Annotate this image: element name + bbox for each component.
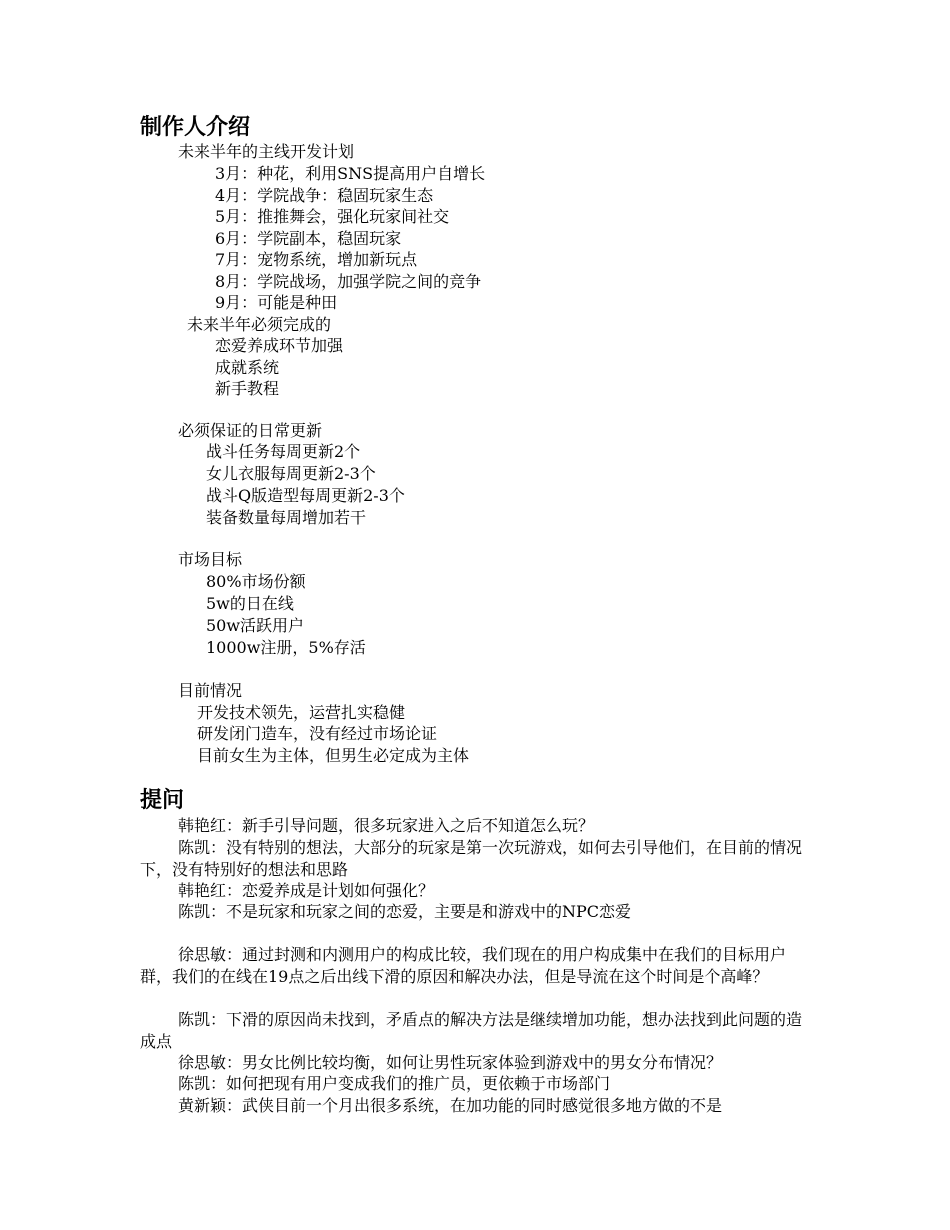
qa-entry: 陈凯：没有特别的想法，大部分的玩家是第一次玩游戏，如何去引导他们，在目前的情况下，没有特别好的想法和思路	[140, 838, 803, 879]
market-item: 5w的日在线	[206, 594, 294, 613]
status-heading: 目前情况	[178, 681, 243, 700]
daily-item: 战斗任务每周更新2个	[206, 442, 361, 461]
section-title-qa: 提问	[140, 788, 185, 813]
plan-item: 5月：推推舞会，强化玩家间社交	[215, 207, 450, 226]
market-item: 50w活跃用户	[206, 616, 305, 635]
market-item: 1000w注册，5%存活	[206, 638, 366, 657]
status-item: 目前女生为主体，但男生必定成为主体	[197, 746, 470, 765]
qa-entry: 徐思敏：通过封测和内测用户的构成比较，我们现在的用户构成集中在我们的目标用户群，我们的在线在19点之后出线下滑的原因和解决办法，但是导流在这个时间是个高峰？	[140, 945, 787, 986]
must-item: 成就系统	[215, 358, 280, 377]
plan-item: 9月：可能是种田	[215, 293, 338, 312]
plan-item: 7月：宠物系统，增加新玩点	[215, 250, 418, 269]
qa-entry: 韩艳红：恋爱养成是计划如何强化？	[178, 881, 435, 900]
qa-entry: 陈凯：如何把现有用户变成我们的推广员，更依赖于市场部门	[178, 1074, 611, 1093]
must-item: 新手教程	[215, 379, 280, 398]
plan-item: 3月：种花，利用SNS提高用户自增长	[215, 164, 486, 183]
plan-item: 6月：学院副本，稳固玩家	[215, 229, 402, 248]
qa-entry: 韩艳红：新手引导问题，很多玩家进入之后不知道怎么玩？	[178, 816, 595, 835]
plan-item: 8月：学院战场，加强学院之间的竞争	[215, 272, 482, 291]
daily-heading: 必须保证的日常更新	[178, 421, 323, 440]
daily-item: 战斗Q版造型每周更新2-3个	[206, 486, 405, 505]
qa-entry: 徐思敏：男女比例比较均衡，如何让男性玩家体验到游戏中的男女分布情况？	[178, 1053, 723, 1072]
market-heading: 市场目标	[178, 550, 243, 569]
daily-item: 女儿衣服每周更新2-3个	[206, 464, 376, 483]
section-title-producer-intro: 制作人介绍	[140, 115, 251, 140]
qa-entry: 陈凯：下滑的原因尚未找到，矛盾点的解决方法是继续增加功能，想办法找到此问题的造成点	[140, 1010, 803, 1051]
plan-item: 4月：学院战争：稳固玩家生态	[215, 186, 434, 205]
status-item: 开发技术领先，运营扎实稳健	[197, 703, 406, 722]
must-heading: 未来半年必须完成的	[187, 315, 332, 334]
qa-entry: 陈凯：不是玩家和玩家之间的恋爱，主要是和游戏中的NPC恋爱	[178, 902, 632, 921]
market-item: 80%市场份额	[206, 572, 306, 591]
plan-heading: 未来半年的主线开发计划	[178, 142, 355, 161]
must-item: 恋爱养成环节加强	[215, 336, 344, 355]
daily-item: 装备数量每周增加若干	[206, 508, 367, 527]
qa-entry: 黄新颖：武侠目前一个月出很多系统，在加功能的同时感觉很多地方做的不是	[178, 1096, 723, 1115]
status-item: 研发闭门造车，没有经过市场论证	[197, 724, 438, 743]
